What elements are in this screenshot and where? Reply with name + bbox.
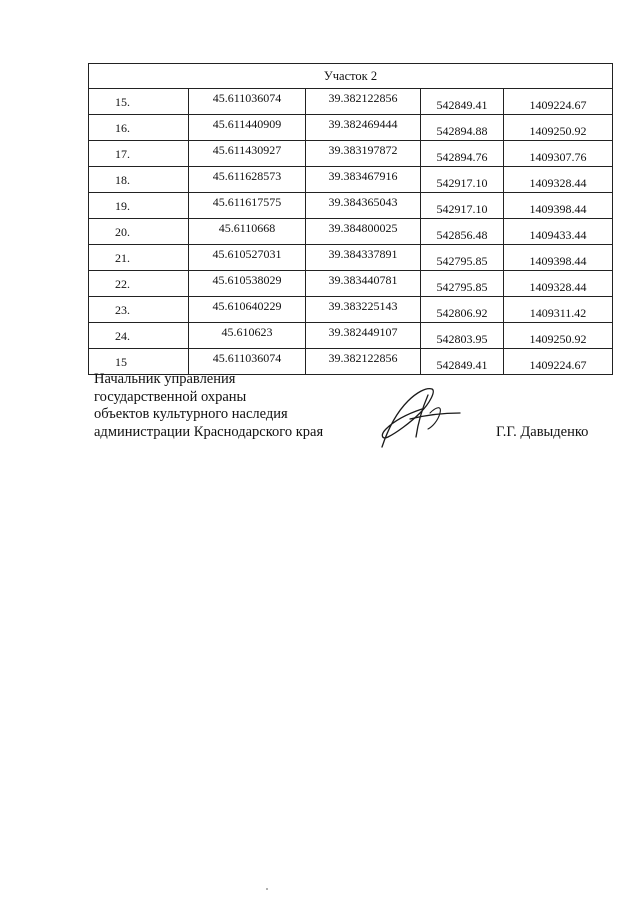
latitude-cell: 45.610640229 (189, 297, 306, 323)
longitude-cell: 39.384337891 (306, 245, 421, 271)
signer-title-line: Начальник управления (94, 371, 236, 387)
y-coordinate-cell: 1409398.44 (504, 193, 613, 219)
x-coordinate-cell: 542917.10 (421, 193, 504, 219)
section-header-row (89, 64, 613, 89)
longitude-cell: 39.382122856 (306, 89, 421, 115)
y-coordinate-cell: 1409250.92 (504, 115, 613, 141)
latitude-cell: 45.611628573 (189, 167, 306, 193)
scan-artifact (266, 888, 268, 890)
longitude-cell: 39.384365043 (306, 193, 421, 219)
point-number-cell: 16. (89, 115, 189, 141)
table-row (89, 245, 613, 271)
y-coordinate-cell: 1409433.44 (504, 219, 613, 245)
point-number-cell: 20. (89, 219, 189, 245)
point-number-cell: 24. (89, 323, 189, 349)
coordinates-table (88, 63, 613, 375)
longitude-cell: 39.383467916 (306, 167, 421, 193)
x-coordinate-cell: 542856.48 (421, 219, 504, 245)
latitude-cell: 45.611430927 (189, 141, 306, 167)
y-coordinate-cell: 1409398.44 (504, 245, 613, 271)
x-coordinate-cell: 542803.95 (421, 323, 504, 349)
x-coordinate-cell: 542849.41 (421, 349, 504, 375)
table-row (89, 219, 613, 245)
table-row (89, 141, 613, 167)
signer-title-line: администрации Краснодарского края (94, 423, 324, 440)
latitude-cell: 45.611440909 (189, 115, 306, 141)
longitude-cell: 39.383225143 (306, 297, 421, 323)
longitude-cell: 39.384800025 (306, 219, 421, 245)
longitude-cell: 39.382449107 (306, 323, 421, 349)
x-coordinate-cell: 542806.92 (421, 297, 504, 323)
table-row (89, 115, 613, 141)
y-coordinate-cell: 1409250.92 (504, 323, 613, 349)
x-coordinate-cell: 542795.85 (421, 245, 504, 271)
signer-name: Г.Г. Давыденко (496, 424, 589, 440)
table-row (89, 271, 613, 297)
point-number-cell: 23. (89, 297, 189, 323)
x-coordinate-cell: 542795.85 (421, 271, 504, 297)
table-row (89, 323, 613, 349)
y-coordinate-cell: 1409307.76 (504, 141, 613, 167)
latitude-cell: 45.611036074 (189, 349, 306, 375)
signer-title-line: государственной охраны (94, 388, 247, 405)
point-number-cell: 15. (89, 89, 189, 115)
table-row (89, 167, 613, 193)
point-number-cell: 18. (89, 167, 189, 193)
y-coordinate-cell: 1409328.44 (504, 167, 613, 193)
longitude-cell: 39.383440781 (306, 271, 421, 297)
latitude-cell: 45.610527031 (189, 245, 306, 271)
signer-title-line: объектов культурного наследия (94, 406, 288, 422)
y-coordinate-cell: 1409224.67 (504, 349, 613, 375)
point-number-cell: 17. (89, 141, 189, 167)
section-title: Участок 2 (89, 64, 613, 89)
point-number-cell: 19. (89, 193, 189, 219)
point-number-cell: 22. (89, 271, 189, 297)
latitude-cell: 45.6110668 (189, 219, 306, 245)
x-coordinate-cell: 542917.10 (421, 167, 504, 193)
y-coordinate-cell: 1409224.67 (504, 89, 613, 115)
latitude-cell: 45.611617575 (189, 193, 306, 219)
y-coordinate-cell: 1409328.44 (504, 271, 613, 297)
x-coordinate-cell: 542849.41 (421, 89, 504, 115)
signer-title (94, 371, 323, 441)
table-row (89, 193, 613, 219)
longitude-cell: 39.382122856 (306, 349, 421, 375)
latitude-cell: 45.610538029 (189, 271, 306, 297)
x-coordinate-cell: 542894.88 (421, 115, 504, 141)
table-row (89, 297, 613, 323)
point-number-cell: 15 (89, 349, 189, 375)
handwritten-signature (370, 383, 470, 453)
longitude-cell: 39.382469444 (306, 115, 421, 141)
point-number-cell: 21. (89, 245, 189, 271)
longitude-cell: 39.383197872 (306, 141, 421, 167)
latitude-cell: 45.610623 (189, 323, 306, 349)
table-row (89, 89, 613, 115)
x-coordinate-cell: 542894.76 (421, 141, 504, 167)
y-coordinate-cell: 1409311.42 (504, 297, 613, 323)
latitude-cell: 45.611036074 (189, 89, 306, 115)
